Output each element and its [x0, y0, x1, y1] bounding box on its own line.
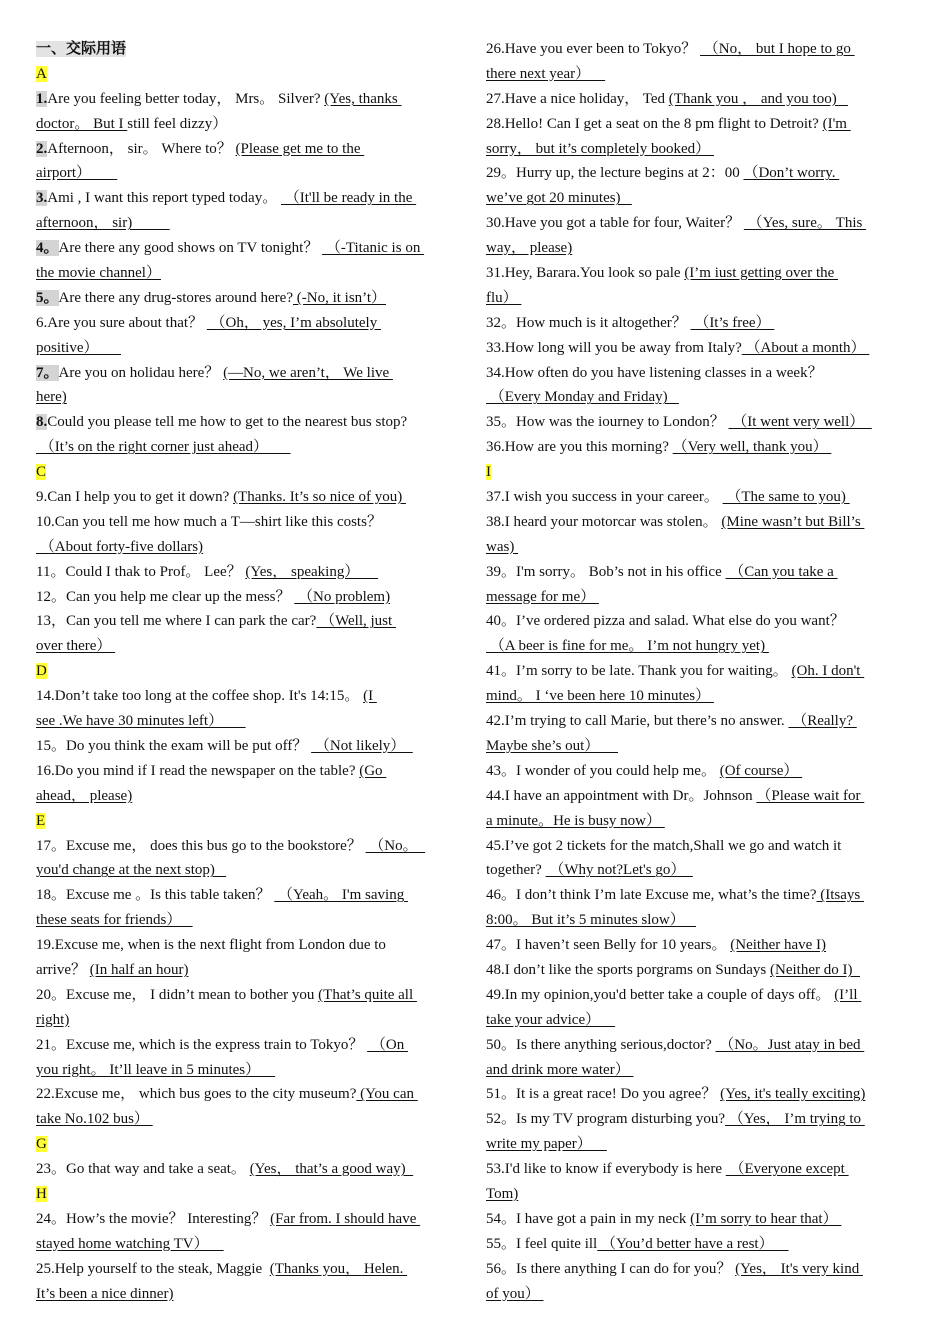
question-text: 28.Hello! Can I get a seat on the 8 pm flight to Detroit?: [486, 115, 823, 132]
list-item: [486, 1257, 914, 1282]
list-item: [486, 609, 914, 634]
answer-text: right): [36, 1011, 70, 1028]
question-text: Are you on holidau here？: [58, 364, 224, 381]
answer-text: （Not likely）: [311, 737, 413, 754]
list-item-continuation: [36, 535, 466, 560]
list-item: [486, 759, 914, 784]
answer-text: (—No, we aren’t， We live: [223, 364, 393, 381]
list-item-continuation: [486, 137, 914, 162]
item-number: 1.: [36, 90, 48, 107]
question-text: Are there any drug-stores around here?: [58, 289, 293, 306]
question-text: 27.Have a nice holiday， Ted: [486, 90, 669, 107]
question-text: 41。I’m sorry to be late. Thank you for waiting。: [486, 663, 792, 680]
answer-text: (Yes， speaking）: [245, 563, 379, 580]
section-label: C: [36, 464, 47, 481]
answer-text: over there）: [36, 638, 116, 655]
answer-text: (Thanks you， Helen.: [269, 1260, 408, 1277]
answer-text: and drink more water）: [486, 1061, 634, 1078]
answer-text: （Yes, sure。 This: [743, 215, 867, 232]
answer-text: (That’s quite all: [318, 986, 417, 1003]
question-text: 19.Excuse me, when is the next flight from London due to: [36, 937, 386, 954]
list-item-continuation: [36, 634, 466, 659]
list-item: [36, 609, 466, 634]
right-column: [486, 37, 914, 1306]
answer-text: （Everyone except: [725, 1161, 849, 1178]
list-item-continuation: [486, 385, 914, 410]
answer-text: (Itsays: [816, 887, 864, 904]
list-item-continuation: [486, 734, 914, 759]
answer-text: (Of course）: [719, 762, 803, 779]
question-text: 40。I’ve ordered pizza and salad. What else do you want？: [486, 613, 845, 630]
answer-text: the movie channel）: [36, 265, 161, 282]
answer-text: we’ve got 20 minutes): [486, 190, 632, 207]
answer-text: (Yes, it's teally exciting): [720, 1086, 866, 1103]
section-label: D: [36, 663, 47, 680]
section-letter: [36, 1182, 466, 1207]
answer-text: （Please wait for: [756, 787, 865, 804]
list-item-continuation: [486, 634, 914, 659]
answer-text: （Yes， I’m trying to: [725, 1111, 865, 1128]
list-item: [486, 560, 914, 585]
answer-text: （Can you take a: [725, 563, 838, 580]
answer-text: (Neither have I): [730, 937, 827, 954]
list-item: [36, 485, 466, 510]
answer-text: （About a month）: [741, 339, 870, 356]
answer-text: doctor。 But I: [36, 115, 128, 132]
question-text: 38.I heard your motorcar was stolen。: [486, 513, 722, 530]
answer-text: (Far from. I should have: [270, 1210, 421, 1227]
answer-text: afternoon， sir): [36, 215, 170, 232]
list-item-continuation: [486, 535, 914, 560]
answer-text: Tom): [486, 1185, 519, 1202]
answer-text: ahead， please): [36, 787, 133, 804]
question-text: 31.Hey, Barara.You look so pale: [486, 265, 685, 282]
question-text: 52。Is my TV program disturbing you?: [486, 1111, 726, 1128]
list-item: [486, 336, 914, 361]
question-text: 21。Excuse me, which is the express train to Tokyo？: [36, 1036, 368, 1053]
list-item-continuation: [486, 585, 914, 610]
list-item-continuation: [36, 1282, 466, 1307]
list-item: [486, 1082, 914, 1107]
list-item: [486, 112, 914, 137]
list-item: [36, 286, 466, 311]
question-text: 29。Hurry up, the lecture begins at 2：00: [486, 165, 744, 182]
section-label: A: [36, 65, 47, 82]
answer-text: (In half an hour): [89, 961, 189, 978]
question-text: 30.Have you got a table for four, Waiter？: [486, 215, 744, 232]
question-text: 49.In my opinion,you'd better take a couple of days off。: [486, 986, 835, 1003]
list-item-continuation: [486, 1282, 914, 1307]
list-item: [486, 983, 914, 1008]
list-item: [36, 137, 466, 162]
question-text: arrive？: [36, 961, 90, 978]
list-item-continuation: [36, 112, 466, 137]
list-item: [486, 1033, 914, 1058]
list-item: [486, 1207, 914, 1232]
list-item: [486, 161, 914, 186]
section-letter: [36, 62, 466, 87]
question-text: 32。How much is it altogether？: [486, 314, 691, 331]
question-text: 18。Excuse me 。Is this table taken？: [36, 887, 275, 904]
list-item-continuation: [486, 62, 914, 87]
left-column: [36, 37, 466, 1306]
list-item: [36, 1257, 466, 1282]
list-item: [36, 1207, 466, 1232]
list-item-continuation: [36, 1107, 466, 1132]
list-item: [486, 211, 914, 236]
question-text: Afternoon， sir。 Where to？: [47, 140, 236, 157]
list-item-continuation: [486, 858, 914, 883]
answer-text: （It’s free）: [690, 314, 775, 331]
answer-text: there next year）: [486, 65, 606, 82]
question-text: 33.How long will you be away from Italy?: [486, 339, 742, 356]
answer-text: (You can: [356, 1086, 418, 1103]
answer-text: （No problem): [294, 588, 391, 605]
list-item-continuation: [36, 1058, 466, 1083]
list-item-continuation: [36, 1008, 466, 1033]
answer-text: （It'll be ready in the: [280, 190, 417, 207]
question-text: 15。Do you think the exam will be put off？: [36, 737, 312, 754]
question-text: 46。I don’t think I’m late Excuse me, what’s the time?: [486, 887, 817, 904]
list-item-continuation: [36, 1232, 466, 1257]
question-text: 17。Excuse me， does this bus go to the bookstore？: [36, 837, 366, 854]
list-item: [486, 1157, 914, 1182]
question-text: 14.Don’t take too long at the coffee shop. It's 14:15。: [36, 688, 364, 705]
answer-text: (-No, it isn’t）: [293, 289, 387, 306]
question-text: 20。Excuse me， I didn’t mean to bother you: [36, 986, 319, 1003]
list-item: [486, 510, 914, 535]
question-text: 35。How was the iourney to London？: [486, 414, 729, 431]
answer-text: （No。Just atay in bed: [715, 1036, 865, 1053]
answer-text: take No.102 bus）: [36, 1111, 153, 1128]
list-item: [486, 784, 914, 809]
section-letter: [36, 809, 466, 834]
question-text: 13，Can you tell me where I can park the car?: [36, 613, 317, 630]
list-item: [486, 933, 914, 958]
section-label: E: [36, 812, 46, 829]
answer-text: (Go: [359, 762, 387, 779]
list-item: [36, 834, 466, 859]
answer-text: （-Titanic is on: [322, 240, 425, 257]
question-text: 10.Can you tell me how much a T—shirt like this costs？: [36, 513, 382, 530]
list-item: [486, 1232, 914, 1257]
list-item: [36, 236, 466, 261]
question-text: Are there any good shows on TV tonight？: [58, 240, 323, 257]
answer-text: flu）: [486, 289, 522, 306]
answer-text: （A beer is fine for me。 I’m not hungry yet): [486, 638, 769, 655]
question-text: 53.I'd like to know if everybody is here: [486, 1161, 726, 1178]
list-item: [36, 684, 466, 709]
answer-text: (Thank you ， and you too): [668, 90, 848, 107]
list-item: [486, 659, 914, 684]
question-text: 24。How’s the movie？ Interesting？: [36, 1210, 271, 1227]
list-item-continuation: [36, 858, 466, 883]
question-text: 37.I wish you success in your career。: [486, 489, 723, 506]
answer-text: （It went very well）: [728, 414, 872, 431]
question-text: 36.How are you this morning?: [486, 439, 673, 456]
answer-text: way， please): [486, 240, 573, 257]
section-letter: [486, 460, 914, 485]
question-text: 50。Is there anything serious,doctor?: [486, 1036, 716, 1053]
question-text: 48.I don’t like the sports porgrams on Sundays: [486, 961, 771, 978]
answer-text: (I’m iust getting over the: [684, 265, 839, 282]
answer-text: （You’d better have a rest）: [597, 1235, 789, 1252]
question-text: 25.Help yourself to the steak, Maggie: [36, 1260, 270, 1277]
question-text: 51。It is a great race! Do you agree？: [486, 1086, 721, 1103]
list-item: [36, 1033, 466, 1058]
answer-text: （Oh， yes, I’m absolutely: [206, 314, 381, 331]
list-item: [486, 1107, 914, 1132]
list-item: [486, 958, 914, 983]
list-item: [36, 361, 466, 386]
section-letter: [36, 460, 466, 485]
answer-text: (I'm: [822, 115, 851, 132]
list-item: [486, 485, 914, 510]
list-item-continuation: [486, 1058, 914, 1083]
question-text: Could you please tell me how to get to the nearest bus stop?: [47, 414, 408, 431]
list-item: [486, 37, 914, 62]
answer-text: （Yeah。 I'm saving: [274, 887, 408, 904]
answer-text: (Yes, thanks: [324, 90, 402, 107]
list-item: [36, 311, 466, 336]
item-number: 8.: [36, 414, 48, 431]
answer-text: was): [486, 538, 519, 555]
question-text: 45.I’ve got 2 tickets for the match,Shall we go and watch it: [486, 837, 842, 854]
answer-text: you'd change at the next stop): [36, 862, 227, 879]
answer-text: take your advice）: [486, 1011, 616, 1028]
list-item-continuation: [36, 908, 466, 933]
answer-text: mind。 I ‘ve been here 10 minutes）: [486, 688, 714, 705]
list-item-continuation: [36, 784, 466, 809]
question-text: 6.Are you sure about that？: [36, 314, 207, 331]
list-item: [36, 585, 466, 610]
answer-text: positive）: [36, 339, 121, 356]
answer-text: 8:00。 But it’s 5 minutes slow）: [486, 912, 697, 929]
answer-text: here): [36, 389, 67, 406]
question-text: 43。I wonder of you could help me。: [486, 762, 720, 779]
list-item-continuation: [486, 286, 914, 311]
list-item: [486, 709, 914, 734]
list-item-continuation: [486, 1008, 914, 1033]
list-item: [486, 261, 914, 286]
question-text: 34.How often do you have listening classes in a week？: [486, 364, 823, 381]
list-item: [36, 933, 466, 958]
answer-text: It’s been a nice dinner): [36, 1285, 174, 1302]
answer-text: (I’ll: [834, 986, 862, 1003]
answer-text: （Every Monday and Friday): [486, 389, 679, 406]
list-item-continuation: [36, 211, 466, 236]
answer-text: （No， but I hope to go: [700, 41, 855, 57]
question-text: 56。Is there anything I can do for you？: [486, 1260, 736, 1277]
question-text: Ami , I want this report typed today。: [47, 190, 281, 207]
list-item-continuation: [36, 385, 466, 410]
list-item: [486, 435, 914, 460]
list-item-continuation: [486, 809, 914, 834]
section-label: H: [36, 1185, 47, 1202]
question-text: 26.Have you ever been to Tokyo？: [486, 41, 701, 57]
question-text: 42.I’m trying to call Marie, but there’s no answer.: [486, 713, 789, 730]
answer-text: (Thanks. It’s so nice of you): [233, 489, 406, 506]
answer-text: (I’m sorry to hear that）: [690, 1210, 842, 1227]
answer-text: (Yes， that’s a good way): [249, 1161, 414, 1178]
section-letter: [36, 1132, 466, 1157]
list-item-continuation: [486, 236, 914, 261]
question-text: together?: [486, 862, 546, 879]
list-item-continuation: [486, 186, 914, 211]
answer-text: （On: [367, 1036, 408, 1053]
list-item: [36, 883, 466, 908]
answer-text: write my paper）: [486, 1136, 607, 1153]
answer-text: (I: [363, 688, 377, 705]
question-text: Are you feeling better today， Mrs。 Silver?: [47, 90, 325, 107]
question-text: 39。I'm sorry。 Bob’s not in his office: [486, 563, 726, 580]
item-number: 7。: [36, 364, 59, 381]
list-item: [486, 87, 914, 112]
answer-text: airport）: [36, 165, 118, 182]
answer-text: (Neither do I): [770, 961, 860, 978]
list-item-continuation: [36, 958, 466, 983]
section-title: [36, 37, 466, 62]
section-label: I: [486, 464, 491, 481]
list-item: [486, 311, 914, 336]
answer-text: (Yes， It's very kind: [735, 1260, 863, 1277]
list-item-continuation: [36, 161, 466, 186]
answer-text: message for me）: [486, 588, 599, 605]
answer-text: （No。: [365, 837, 426, 854]
list-item: [486, 361, 914, 386]
section-label: G: [36, 1136, 47, 1153]
list-item: [36, 560, 466, 585]
title-text: 一、交际用语: [36, 41, 127, 57]
question-text: 16.Do you mind if I read the newspaper on the table?: [36, 762, 360, 779]
question-text: 9.Can I help you to get it down?: [36, 489, 234, 506]
list-item-continuation: [486, 1182, 914, 1207]
list-item-continuation: [486, 684, 914, 709]
list-item: [486, 834, 914, 859]
list-item-continuation: [36, 435, 466, 460]
answer-text: (Oh. I don't: [791, 663, 865, 680]
list-item: [36, 186, 466, 211]
list-item-continuation: [36, 709, 466, 734]
list-item-continuation: [36, 261, 466, 286]
answer-text: （Well, just: [316, 613, 396, 630]
question-text: 55。I feel quite ill: [486, 1235, 598, 1252]
list-item: [36, 983, 466, 1008]
list-item: [36, 759, 466, 784]
question-text: 23。Go that way and take a seat。: [36, 1161, 250, 1178]
trailing-text: still feel dizzy）: [127, 115, 228, 132]
answer-text: sorry， but it’s completely booked）: [486, 140, 714, 157]
answer-text: (Mine wasn’t but Bill’s: [721, 513, 865, 530]
answer-text: (Please get me to the: [235, 140, 365, 157]
section-letter: [36, 659, 466, 684]
answer-text: a minute。He is busy now）: [486, 812, 665, 829]
answer-text: Maybe she’s out）: [486, 737, 619, 754]
question-text: 47。I haven’t seen Belly for 10 years。: [486, 937, 731, 954]
answer-text: you right。 It’ll leave in 5 minutes）: [36, 1061, 276, 1078]
answer-text: （Really?: [788, 713, 857, 730]
list-item-continuation: [486, 1132, 914, 1157]
item-number: 4。: [36, 240, 59, 257]
list-item: [36, 410, 466, 435]
question-text: 44.I have an appointment with Dr。Johnson: [486, 787, 757, 804]
question-text: 12。Can you help me clear up the mess？: [36, 588, 295, 605]
answer-text: （It’s on the right corner just ahead）: [36, 439, 291, 456]
item-number: 2.: [36, 140, 48, 157]
list-item: [36, 510, 466, 535]
list-item: [486, 410, 914, 435]
answer-text: these seats for friends）: [36, 912, 193, 929]
item-number: 3.: [36, 190, 48, 207]
list-item: [36, 87, 466, 112]
answer-text: see .We have 30 minutes left）: [36, 713, 246, 730]
question-text: 54。I have got a pain in my neck: [486, 1210, 691, 1227]
question-text: 11。Could I thak to Prof。 Lee？: [36, 563, 246, 580]
list-item: [36, 1082, 466, 1107]
answer-text: of you）: [486, 1285, 544, 1302]
list-item: [36, 734, 466, 759]
answer-text: stayed home watching TV）: [36, 1235, 224, 1252]
answer-text: （The same to you): [722, 489, 850, 506]
answer-text: （About forty-five dollars): [36, 538, 204, 555]
answer-text: （Don’t worry.: [743, 165, 840, 182]
list-item-continuation: [36, 336, 466, 361]
list-item-continuation: [486, 908, 914, 933]
list-item: [486, 883, 914, 908]
list-item: [36, 1157, 466, 1182]
answer-text: （Very well, thank you）: [672, 439, 832, 456]
question-text: 22.Excuse me， which bus goes to the city museum?: [36, 1086, 357, 1103]
item-number: 5。: [36, 289, 59, 306]
answer-text: （Why not?Let's go）: [545, 862, 693, 879]
